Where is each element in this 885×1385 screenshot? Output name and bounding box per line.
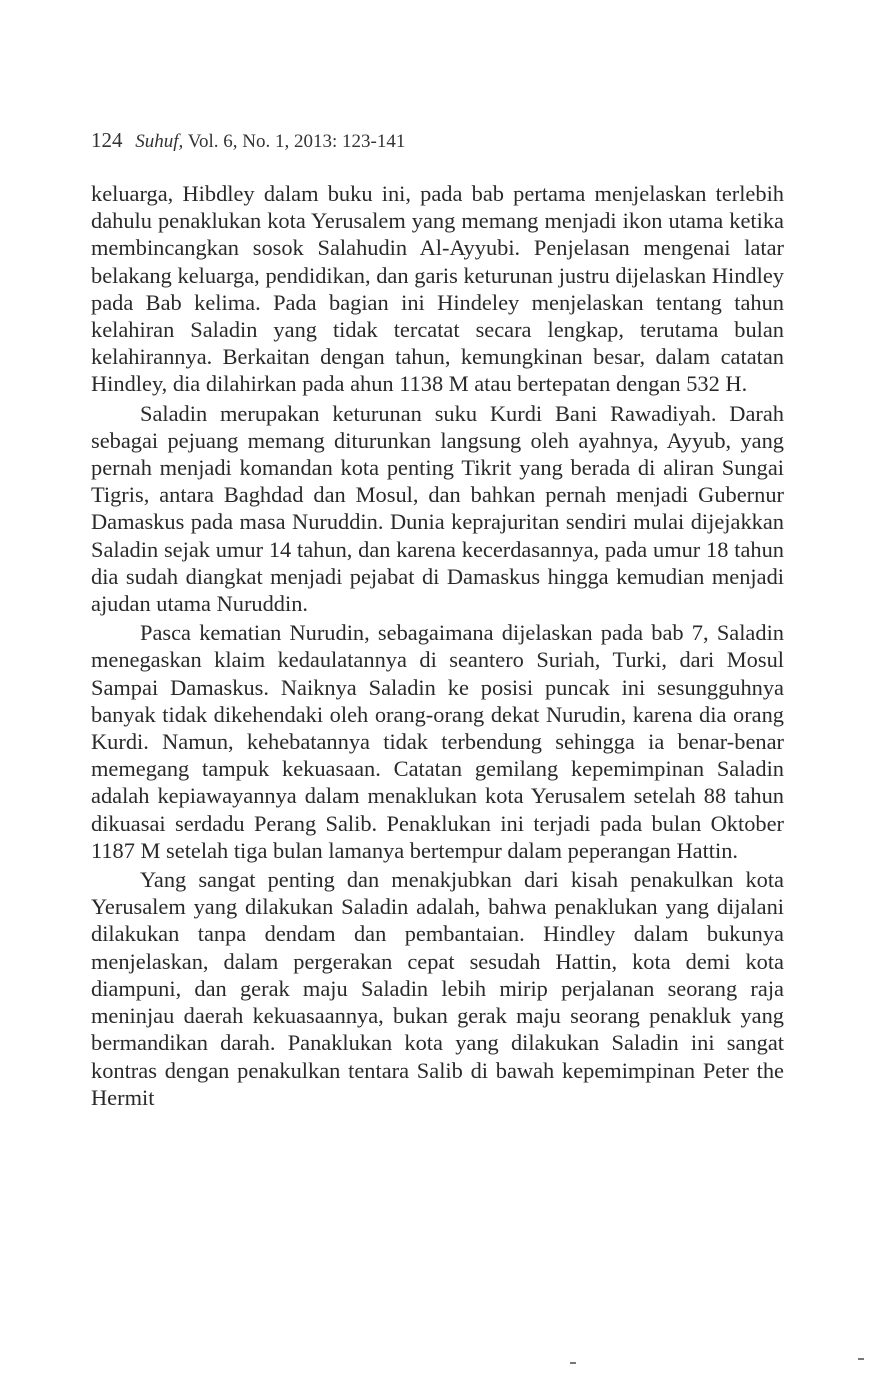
journal-name: Suhuf, (135, 131, 184, 152)
paragraph-1: keluarga, Hibdley dalam buku ini, pada bab pertama menjelaskan terlebih dahulu penaklukan kota Yerusalem yang memang menjadi ikon utama ketika membincangkan sosok Salahudin Al-Ayyubi. Penjelasan mengenai latar belakang keluarga, pendidikan, dan garis keturunan justru dijelaskan Hindley pada Bab kelima. Pada bagian ini Hindeley menjelaskan tentang tahun kelahiran Saladin yang tidak tercatat secara lengkap, terutama bulan kelahirannya. Berkaitan dengan tahun, kemungkinan besar, dalam catatan Hindley, dia dilahirkan pada ahun 1138 M atau bertepatan dengan 532 H. (91, 181, 784, 397)
paragraph-3: Pasca kematian Nurudin, sebagaimana dijelaskan pada bab 7, Saladin menegaskan klaim kedaulatannya di seantero Suriah, Turki, dari Mosul Sampai Damaskus. Naiknya Saladin ke posisi puncak ini sesungguhnya banyak tidak dikehendaki oleh orang-orang dekat Nurudin, karena dia orang Kurdi. Namun, kehebatannya tidak terbendung sehingga ia benar-benar memegang tampuk kekuasaan. Catatan gemilang kepemimpinan Saladin adalah kepiawayannya dalam menaklukan kota Yerusalem setelah 88 tahun dikuasai serdadu Perang Salib. Penaklukan ini terjadi pada bulan Oktober 1187 M setelah tiga bulan lamanya bertempur dalam peperangan Hattin. (91, 620, 784, 863)
scan-speck (570, 1362, 576, 1364)
running-header (91, 128, 791, 154)
body-text (91, 180, 784, 1113)
journal-citation: Vol. 6, No. 1, 2013: 123-141 (187, 131, 406, 152)
paragraph-4: Yang sangat penting dan menakjubkan dari kisah penakulkan kota Yerusalem yang dilakukan Saladin adalah, bahwa penaklukan yang dijalani dilakukan tanpa dendam dan pembantaian. Hindley dalam bukunya menjelaskan, dalam pergerakan cepat sesudah Hattin, kota demi kota diampuni, dan gerak maju Saladin lebih mirip perjalanan seorang raja meninjau daerah kekuasaannya, bukan gerak maju seorang penakluk yang bermandikan darah. Panaklukan kota yang dilakukan Saladin ini sangat kontras dengan penakulkan tentara Salib di bawah kepemimpinan Peter the Hermit (91, 867, 784, 1110)
paragraph-2: Saladin merupakan keturunan suku Kurdi Bani Rawadiyah. Darah sebagai pejuang memang diturunkan langsung oleh ayahnya, Ayyub, yang pernah menjadi komandan kota penting Tikrit yang berada di aliran Sungai Tigris, antara Baghdad dan Mosul, dan bahkan pernah menjadi Gubernur Damaskus pada masa Nuruddin. Dunia keprajuritan sendiri mulai dijejakkan Saladin sejak umur 14 tahun, dan karena kecerdasannya, pada umur 18 tahun dia sudah diangkat menjadi pejabat di Damaskus hingga kemudian menjadi ajudan utama Nuruddin. (91, 400, 784, 617)
page-number: 124 (91, 128, 123, 152)
scan-speck (858, 1358, 864, 1360)
